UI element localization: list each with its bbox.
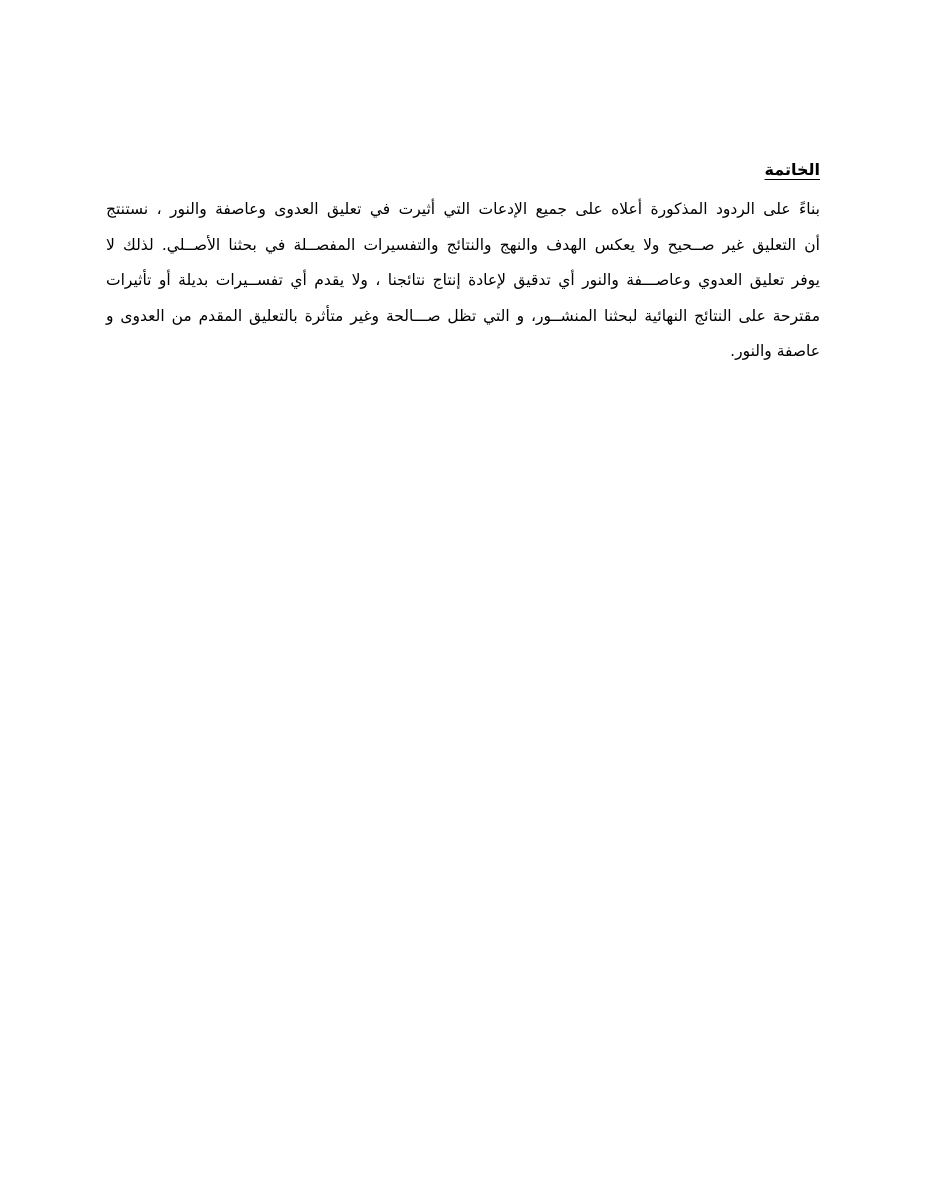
paragraph-line: مقترحة على النتائج النهائية لبحثنا المنشــور، و التي تظل صـــالحة وغير متأثرة بالتعليق المقدم من العدوى و — [106, 306, 820, 325]
paragraph-line: عاصفة والنور. — [730, 342, 820, 360]
section-heading-conclusion: الخاتمة — [764, 160, 820, 179]
conclusion-paragraph — [106, 192, 820, 370]
paragraph-line: أن التعليق غير صــحيح ولا يعكس الهدف والنهج والنتائج والتفسيرات المفصــلة في بحثنا الأصــلي. لذلك لا — [106, 235, 820, 254]
paragraph-line: بناءً على الردود المذكورة أعلاه على جميع الإدعات التي أثيرت في تعليق العدوى وعاصفة والنور ، نستنتج — [106, 200, 820, 218]
paragraph-line: يوفر تعليق العدوي وعاصـــفة والنور أي تدقيق لإعادة إنتاج نتائجنا ، ولا يقدم أي تفســيرات بديلة أو تأثيرات — [106, 271, 820, 289]
document-content — [106, 150, 820, 370]
